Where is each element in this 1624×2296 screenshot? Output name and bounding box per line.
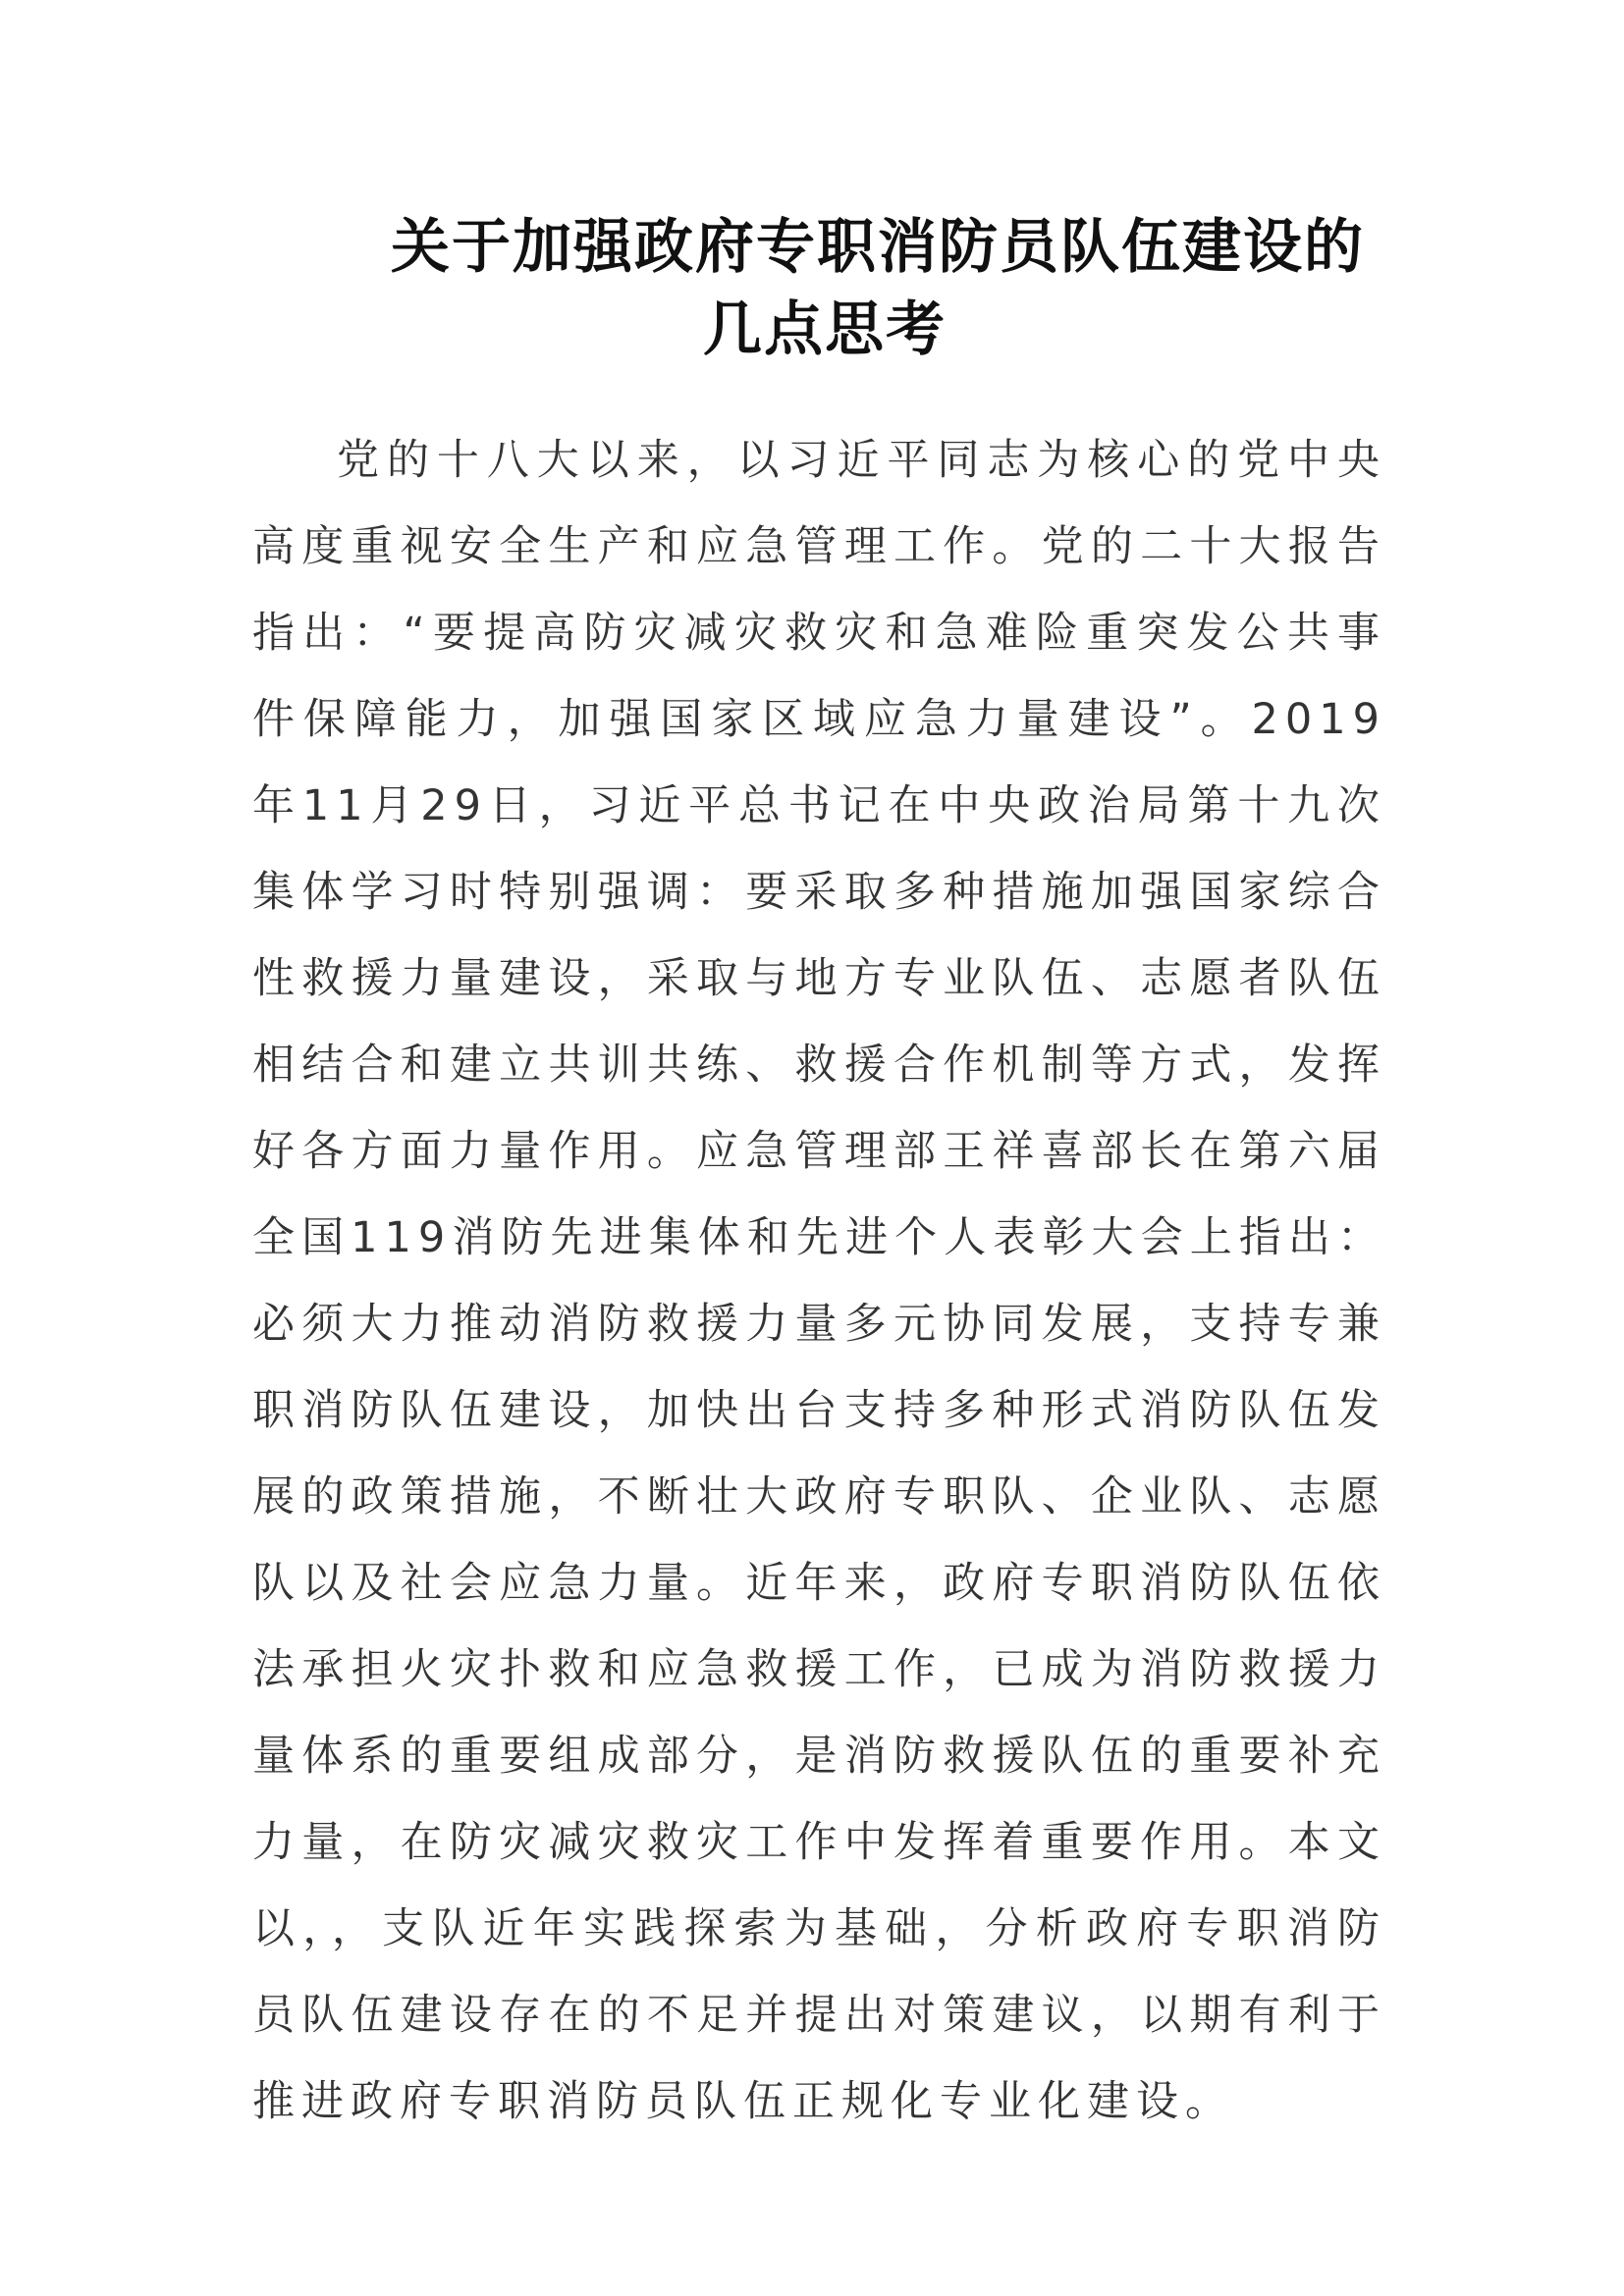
title-line-1: 关于加强政府专职消防员队伍建设的 (391, 213, 1365, 282)
document-title (245, 206, 1384, 371)
body-paragraph: 党的十八大以来，以习近平同志为核心的党中央高度重视安全生产和应急管理工作。党的二十大报告指出：“要提高防灾减灾救灾和急难险重突发公共事件保障能力，加强国家区域应急力量建设”。2019年11月29日，习近平总书记在中央政治局第十九次集体学习时特别强调：要采取多种措施加强国家综合性救援力量建设，采取与地方专业队伍、志愿者队伍相结合和建立共训共练、救援合作机制等方式，发挥好各方面力量作用。应急管理部王祥喜部长在第六届全国119消防先进集体和先进个人表彰大会上指出：必须大力推动消防救援力量多元协同发展，支持专兼职消防队伍建设，加快出台支持多种形式消防队伍发展的政策措施，不断壮大政府专职队、企业队、志愿队以及社会应急力量。近年来，政府专职消防队伍依法承担火灾扑救和应急救援工作，已成为消防救援力量体系的重要组成部分，是消防救援队伍的重要补充力量，在防灾减灾救灾工作中发挥着重要作用。本文以，，支队近年实践探索为基础，分析政府专职消防员队伍建设存在的不足并提出对策建议，以期有利于推进政府专职消防员队伍正规化专业化建设。 (252, 436, 1386, 2126)
title-line-2: 几点思考 (703, 295, 947, 364)
